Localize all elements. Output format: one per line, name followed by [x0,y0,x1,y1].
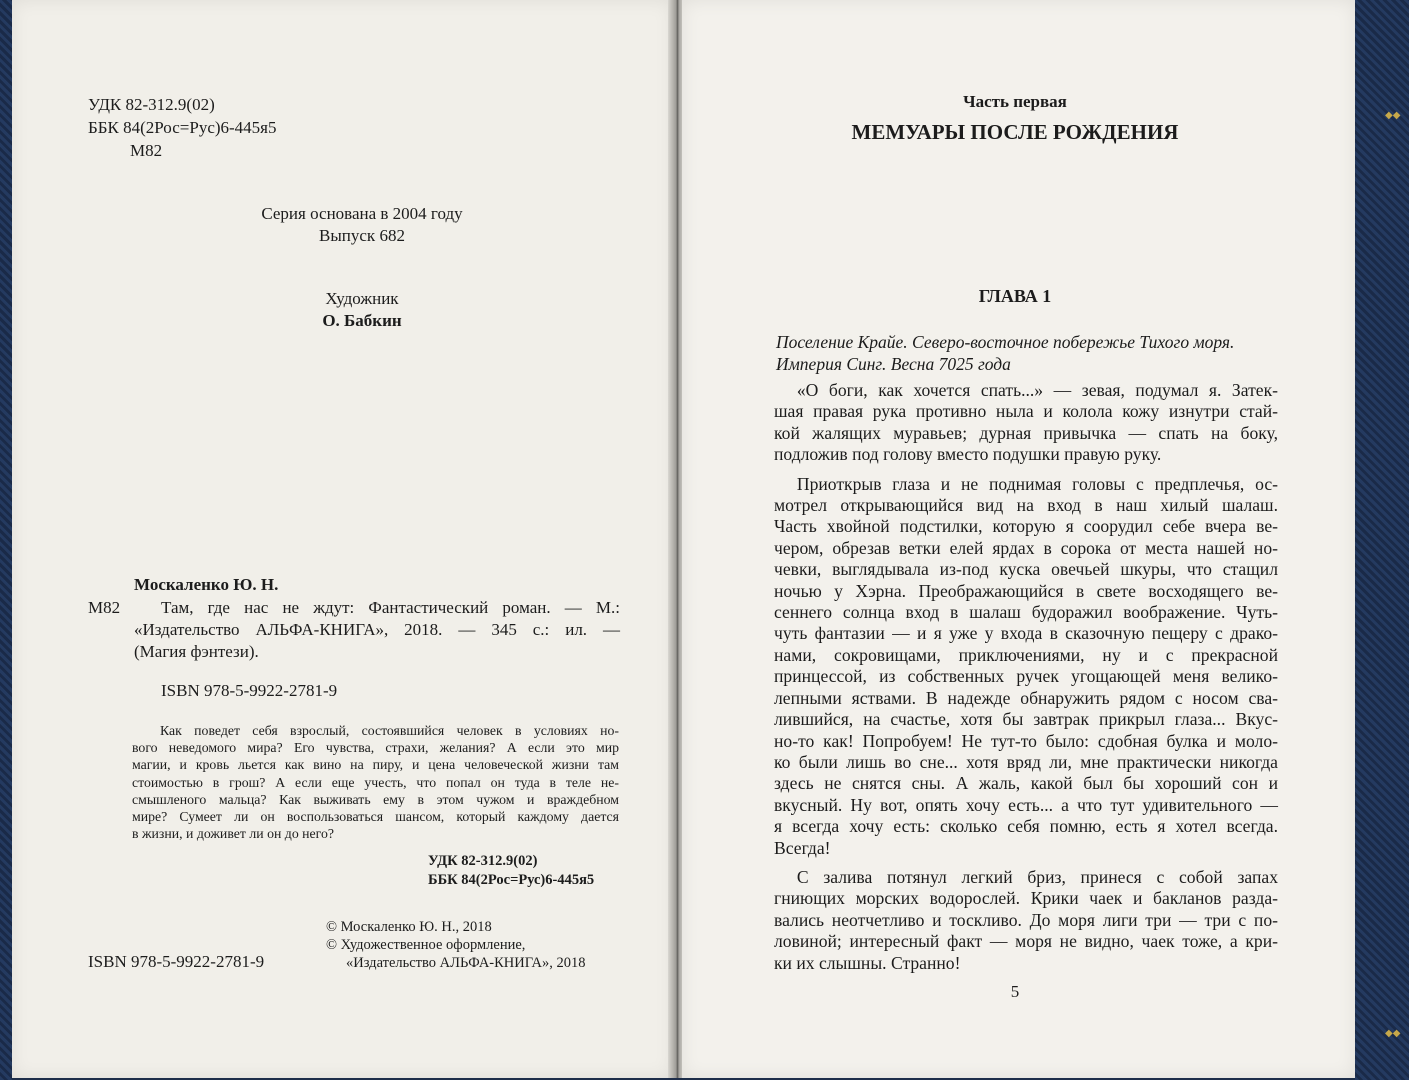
annotation-line: мире? Сумеет ли он воспользоваться шансом, который каждому дается [132,809,619,825]
text-line: С залива потянул легкий бриз, принеся с собой запах [796,866,1278,887]
annotation-line: Как поведет себя взрослый, состоявшийся человек в условиях но- [160,723,619,738]
text-line: я всегда хочу есть: сколько себя помню, есть я хотел всегда. [774,816,1278,837]
annotation-line: стоимостью в грош? А если еще учесть, что попал он туда в теле не- [132,774,619,790]
part-label: Часть первая [963,92,1067,111]
book-cover-left-edge [0,0,12,1080]
annotation-line: вого неведомого мира? Его чувства, страхи, желания? А если это мир [132,740,619,756]
epigraph-line: Поселение Крайе. Северо-восточное побережье Тихого моря. [776,332,1235,352]
text-line: сеннего солнца вход в шалаш будоражил воображение. Чуть- [774,602,1278,623]
cover-ornament: ◆◆ [1385,1028,1401,1039]
text-line: Приоткрыв глаза и не поднимая головы с предплечья, ос- [796,473,1278,494]
text-line: мотрел открывающийся вид на вход в наш хилый шалаш. [774,495,1278,516]
text-line: ко были лишь во сне... хотя вряд ли, мне практически никогда [774,751,1278,772]
artist-label: Художник [325,289,399,308]
text-line: но-то как! Попробуем! Не тут-то было: сдобная булка и моло- [774,730,1278,751]
artist-name: О. Бабкин [322,311,402,330]
text-line: кой жалящих муравьев; дурная привычка — спать на боку, [774,422,1278,443]
text-line: гниющих морских водорослей. Крики чаек и бакланов разда- [774,888,1278,909]
text-line: вкусный. Ну вот, опять хочу есть... а что тут удивительного — [774,794,1278,815]
chapter-title: ГЛАВА 1 [978,286,1052,306]
text-line: лепными яствами. В надежде обнаружить рядом с носом сва- [774,687,1278,708]
text-line: вались неотчетливо и тоскливо. До моря лиги три — три с по- [774,909,1278,930]
text-line: лившийся, на счастье, хотя бы завтрак прикрыл глаза... Вкус- [774,709,1278,730]
text-line: ночью у Хэрна. Преображающийся в свете восходящего ве- [774,580,1278,601]
author-mark: М82 [130,141,163,160]
part-title: МЕМУАРЫ ПОСЛЕ РОЖДЕНИЯ [851,120,1179,144]
bib-author: Москаленко Ю. Н. [134,575,279,594]
isbn-inner: ISBN 978-5-9922-2781-9 [161,681,338,700]
annotation [132,722,619,842]
isbn-bottom: ISBN 978-5-9922-2781-9 [88,952,265,971]
udk-bottom: УДК 82-312.9(02) [428,853,538,869]
paragraph [774,474,1278,859]
copyright-design: © Художественное оформление, [326,937,526,953]
right-page-chapter [682,0,1355,1078]
text-line: Часть хвойной подстилки, которую я соорудил себе вчера ве- [774,516,1278,537]
text-line: чуть фантазии — и я уже у входа в сказочную пещеру с драко- [774,623,1278,644]
bib-line: «Издательство АЛЬФА-КНИГА», 2018. — 345 с.: ил. — [134,620,620,639]
annotation-line: смышленого мальца? Как выживать ему в этом чужом и враждебном [132,791,619,807]
paragraph [774,867,1278,974]
text-line: нами, сокровищами, приключениями, ну и с прекрасной [774,644,1278,665]
copyright-author: © Москаленко Ю. Н., 2018 [326,919,492,935]
text-line: здесь не снятся сны. А жаль, какой был бы хороший сон и [774,773,1278,794]
bbk-code: ББК 84(2Рос=Рус)6-445я5 [88,118,277,137]
bib-line: Там, где нас не ждут: Фантастический роман. — М.: [161,598,620,617]
udk-code: УДК 82-312.9(02) [88,95,215,114]
bbk-bottom: ББК 84(2Рос=Рус)6-445я5 [428,872,595,888]
left-page-imprint [12,0,672,1078]
epigraph-line: Империя Синг. Весна 7025 года [776,354,1011,374]
text-line: «О боги, как хочется спать...» — зевая, подумал я. Затек- [796,380,1278,400]
text-line: чером, обрезав ветки елей ярдах в сорока от места нашей но- [774,537,1278,558]
epigraph [776,331,1234,375]
annotation-line: в жизни, и доживет ли он до него? [132,826,335,842]
text-line: принцессой, из собственных ручек угощающей меня велико- [774,666,1278,687]
bib-code: М82 [88,598,121,617]
series-founded: Серия основана в 2004 году [261,204,463,223]
text-line: подложив под голову вместо подушки правую руку. [774,444,1162,465]
book-cover-right-edge [1355,0,1409,1080]
text-line: ки их слышны. Странно! [774,952,961,973]
text-line: шая правая рука противно ныла и колола кожу изнутри стай- [774,401,1278,422]
cover-ornament: ◆◆ [1385,110,1401,121]
text-line: ловиной; интересный факт — моря не видно, чаек тоже, а кри- [774,931,1278,952]
text-line: Всегда! [774,837,831,858]
chapter-body [774,380,1278,982]
series-issue: Выпуск 682 [319,226,405,245]
paragraph [774,380,1278,466]
annotation-line: магии, и кровь льется как вино на пиру, и цена человеческой жизни там [132,757,619,773]
copyright-publisher: «Издательство АЛЬФА-КНИГА», 2018 [346,955,586,971]
page-number: 5 [1010,982,1020,1001]
bib-line: (Магия фэнтези). [134,642,259,661]
text-line: чевки, выглядывала из-под куска овечьей шкуры, что стащил [774,559,1278,580]
